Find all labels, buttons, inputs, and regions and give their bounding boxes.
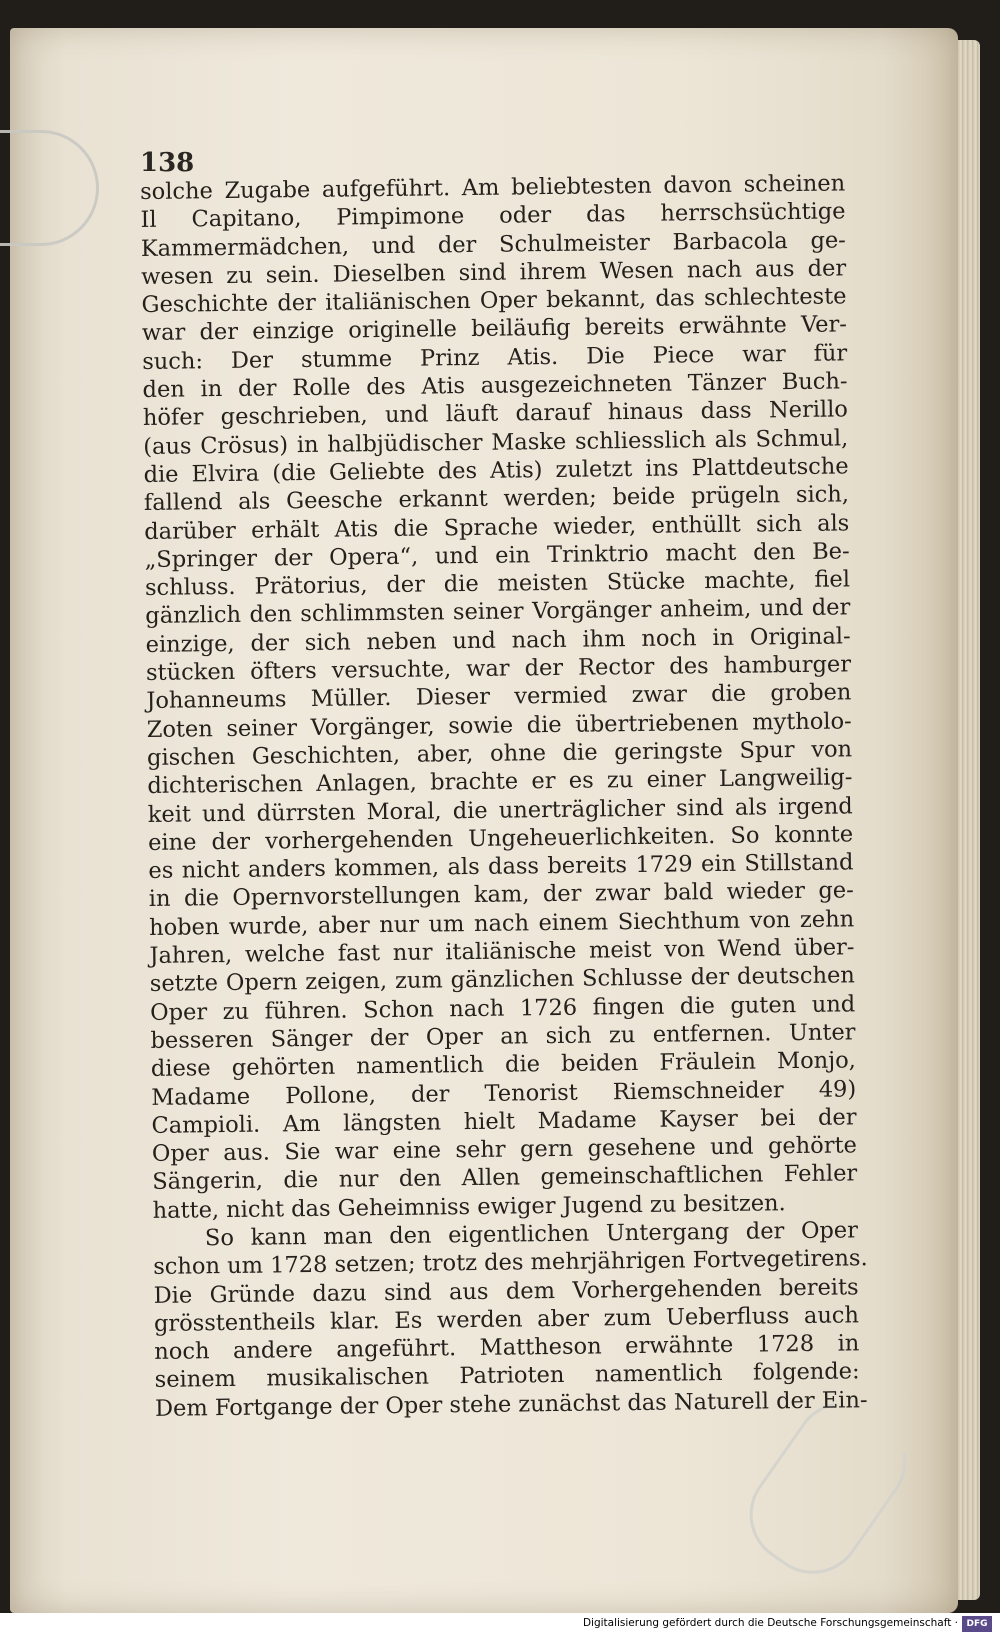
text-line: hatte, nicht das Geheimniss ewiger Jugend zu besitzen. xyxy=(152,1189,786,1224)
text-line: setzte Opern zeigen, zum gänzlichen Schlusse der deutschen xyxy=(149,962,855,998)
text-line: Jahren, welche fast nur italiänische meist von Wend über- xyxy=(149,934,855,969)
text-line: den in der Rolle des Atis ausgezeichneten Tänzer Buch- xyxy=(142,368,848,404)
text-line: Sängerin, die nur den Allen gemeinschaftlichen Fehler xyxy=(152,1160,858,1196)
text-line: schluss. Prätorius, der die meisten Stücke machte, fiel xyxy=(144,566,851,602)
text-line: So kann man den eigentlichen Untergang der Oper xyxy=(204,1217,859,1252)
text-line: Dem Fortgange der Oper stehe zunächst das Naturell der Ein- xyxy=(154,1386,868,1422)
text-line: gänzlich den schlimmsten seiner Vorgänger anheim, und der xyxy=(145,594,851,630)
text-line: gischen Geschichten, aber, ohne die geringste Spur von xyxy=(146,736,853,771)
text-line: die Elvira (die Geliebte des Atis) zuletzt ins Plattdeutsche xyxy=(143,453,849,488)
text-line: Kammermädchen, und der Schulmeister Barbacola ge- xyxy=(140,226,846,262)
text-line: Madame Pollone, der Tenorist Riemschneider 49) xyxy=(151,1075,857,1111)
text-line: solche Zugabe aufgeführt. Am beliebtesten davon scheinen xyxy=(140,170,846,205)
text-line: Campioli. Am längsten hielt Madame Kayser bei der xyxy=(151,1104,857,1139)
text-line: Geschichte der italiänischen Oper bekannt, das schlechteste xyxy=(141,283,847,319)
text-line: besseren Sänger der Oper an sich zu entfernen. Unter xyxy=(150,1019,856,1054)
text-line: hoben wurde, aber nur um nach einem Siechthum von zehn xyxy=(149,906,855,941)
dfg-logo: DFG xyxy=(962,1616,992,1632)
text-line: schon um 1728 setzen; trotz des mehrjährigen Fortvegetirens. xyxy=(153,1245,868,1281)
text-line: Oper aus. Sie war eine sehr gern gesehene und gehörte xyxy=(151,1132,858,1168)
funding-credit: Digitalisierung gefördert durch die Deutsche Forschungsgemeinschaft · xyxy=(582,1617,958,1629)
text-line: Il Capitano, Pimpimone oder das herrschsüchtige xyxy=(140,198,846,234)
text-line: Johanneums Müller. Dieser vermied zwar die groben xyxy=(146,679,852,715)
text-line: darüber erhält Atis die Sprache wieder, enthüllt sich als xyxy=(144,509,850,545)
text-line: in die Opernvorstellungen kam, der zwar bald wieder ge- xyxy=(148,877,854,913)
text-line: grösstentheils klar. Es werden aber zum Ueberfluss auch xyxy=(153,1302,860,1337)
page-number: 138 xyxy=(140,148,195,178)
text-line: „Springer der Opera“, und ein Trinktrio macht den Be- xyxy=(144,538,850,573)
text-line: fallend als Geesche erkannt werden; beide prügeln sich, xyxy=(143,481,850,517)
text-line: Die Gründe dazu sind aus dem Vorhergehenden bereits xyxy=(153,1273,859,1309)
body-text xyxy=(140,169,868,1423)
text-line: dichterischen Anlagen, brachte er es zu einer Langweilig- xyxy=(147,764,853,800)
text-line: es nicht anders kommen, als dass bereits 1729 ein Stillstand xyxy=(148,849,854,885)
text-line: keit und dürrsten Moral, die unerträglicher sind als irgend xyxy=(147,792,853,828)
text-line: einzige, der sich neben und nach ihm noch in Original- xyxy=(145,623,851,658)
text-line: Oper zu führen. Schon nach 1726 fingen die guten und xyxy=(150,990,856,1026)
text-line: stücken öfters versuchte, war der Rector des hamburger xyxy=(145,651,852,687)
text-line: seinem musikalischen Patrioten namentlich folgende: xyxy=(154,1358,860,1394)
text-line: diese gehörten namentlich die beiden Fräulein Monjo, xyxy=(150,1047,856,1083)
text-line: eine der vorhergehenden Ungeheuerlichkeiten. So konnte xyxy=(147,821,854,856)
text-line: höfer geschrieben, und läuft darauf hinaus dass Nerillo xyxy=(142,396,849,432)
text-line: such: Der stumme Prinz Atis. Die Piece war für xyxy=(142,340,848,375)
text-line: (aus Crösus) in halbjüdischer Maske schliesslich als Schmul, xyxy=(143,425,849,460)
text-line: noch andere angeführt. Mattheson erwähnte 1728 in xyxy=(154,1330,860,1366)
text-line: wesen zu sein. Dieselben sind ihrem Wesen nach aus der xyxy=(141,255,847,290)
footer-bar xyxy=(0,1613,1000,1637)
text-line: war der einzige originelle beiläufig bereits erwähnte Ver- xyxy=(141,311,848,347)
text-line: Zoten seiner Vorgänger, sowie die übertriebenen mytholo- xyxy=(146,707,852,743)
